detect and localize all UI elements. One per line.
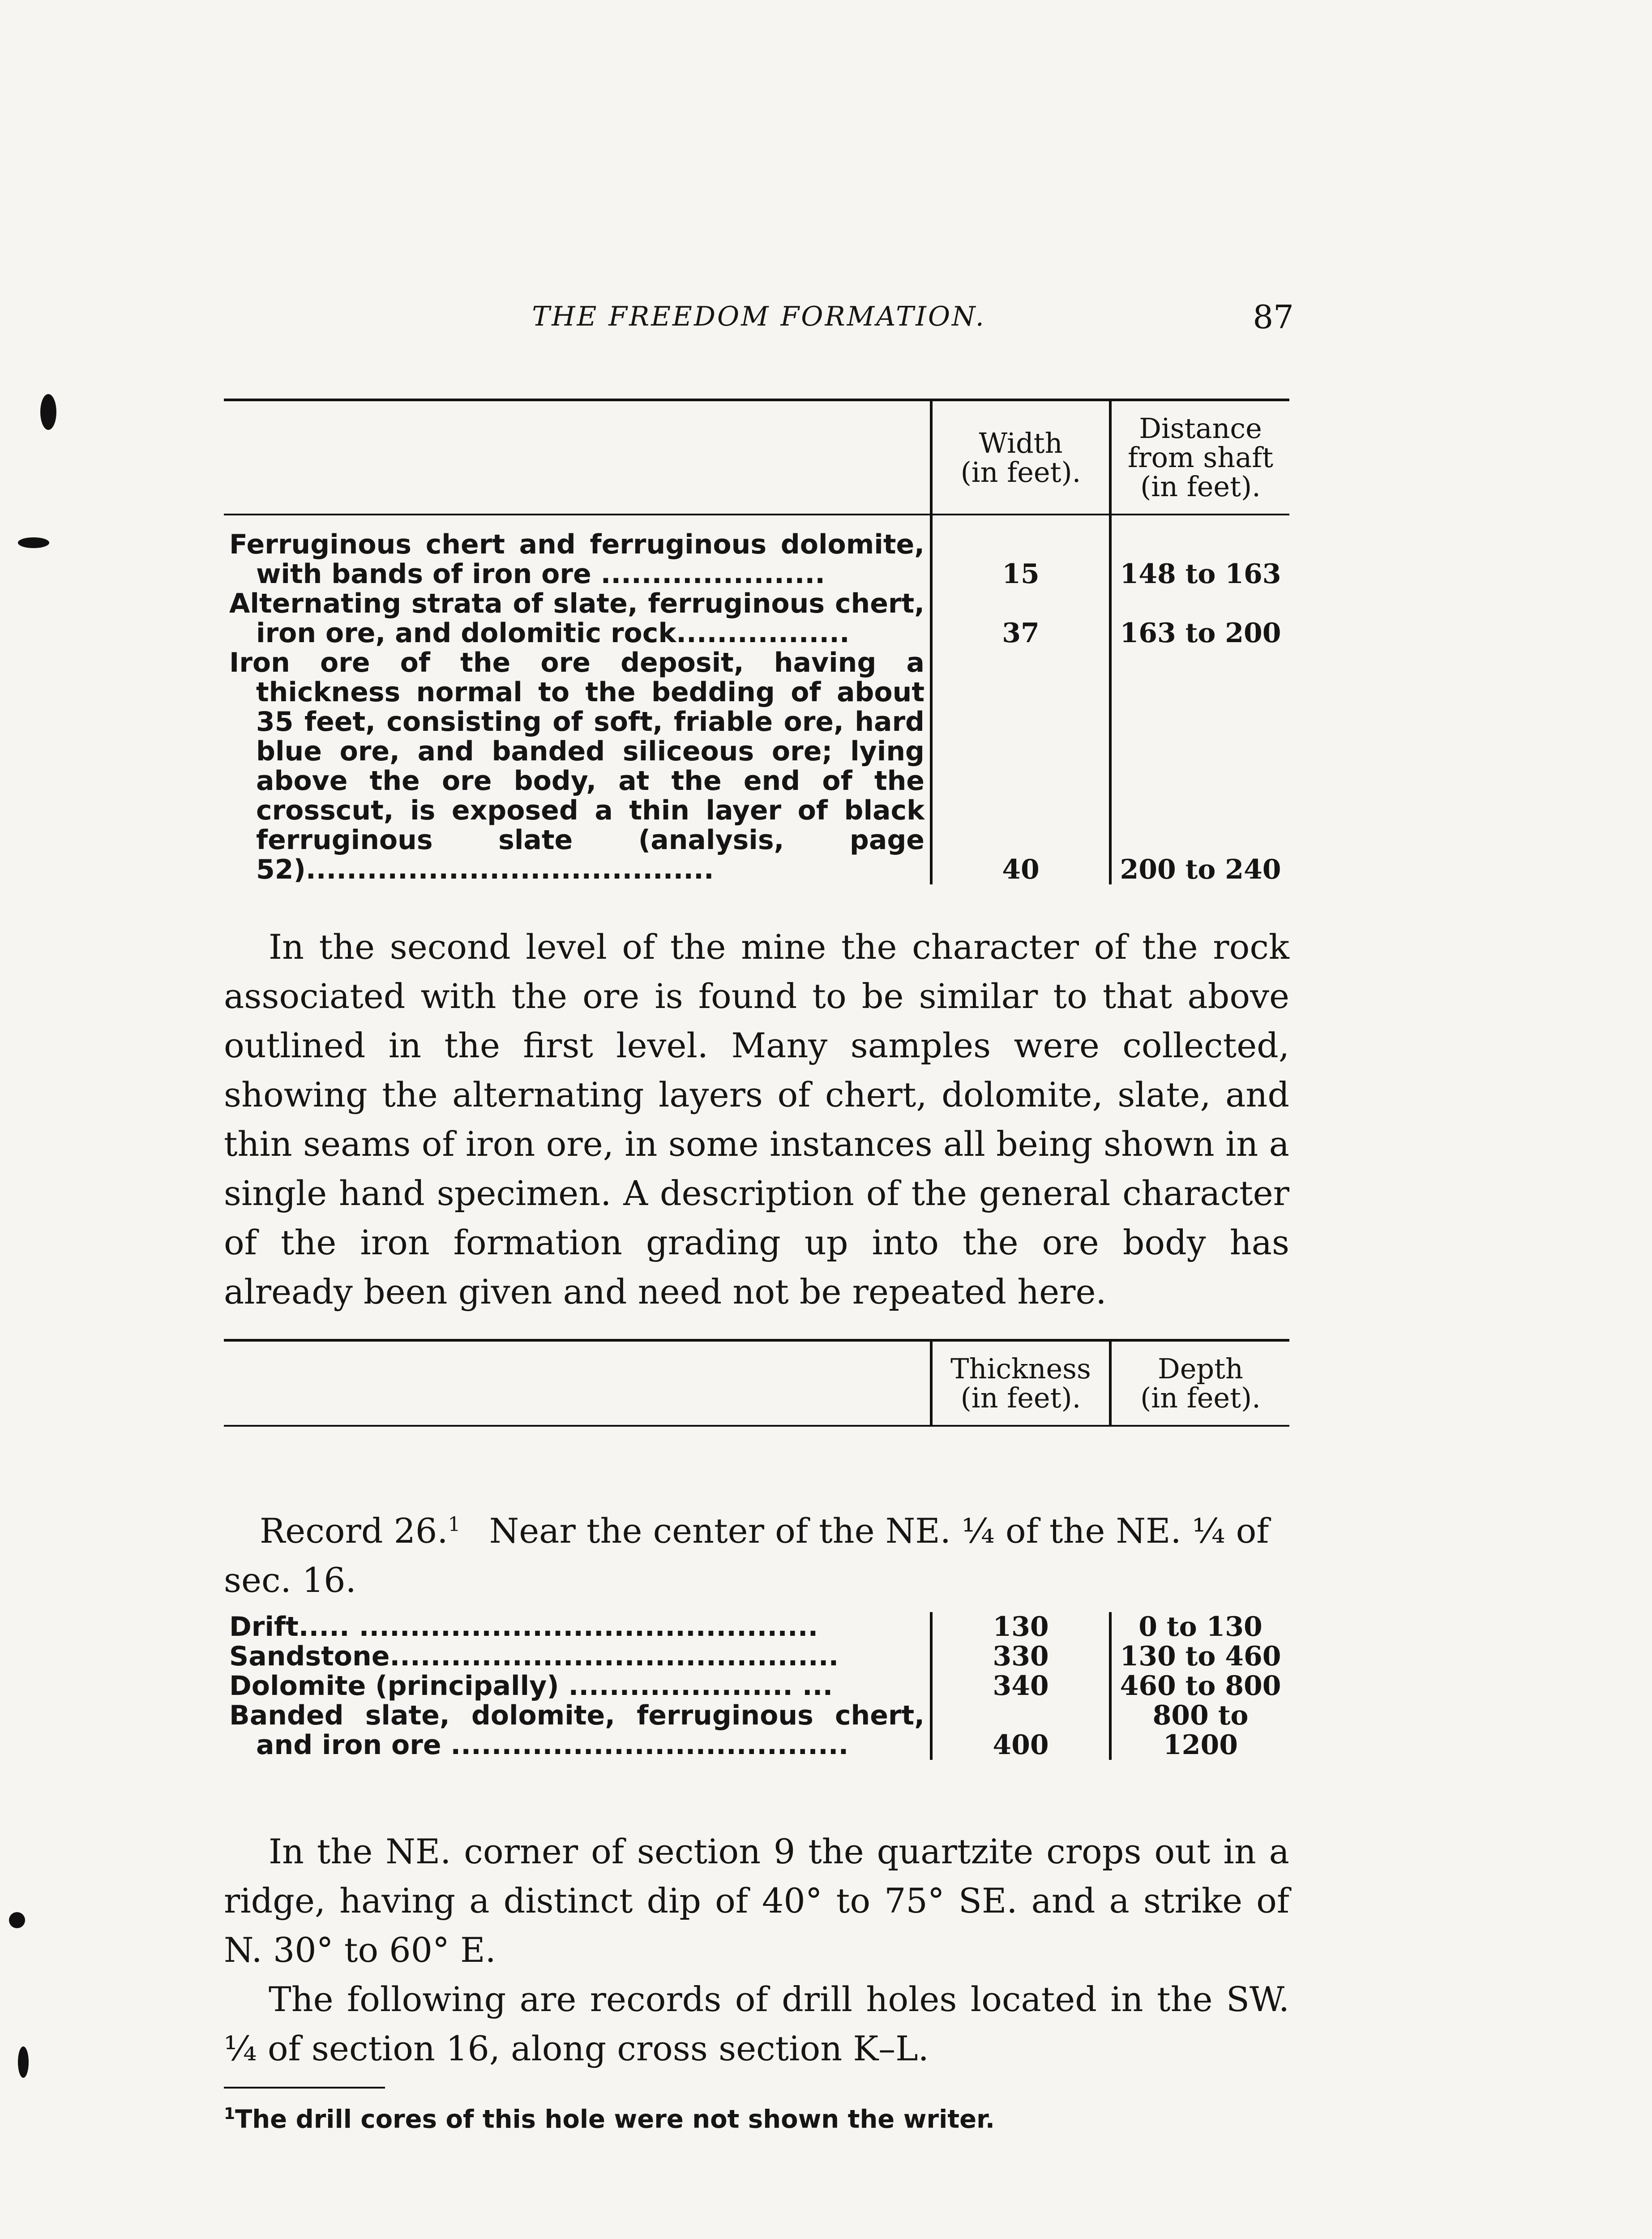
record-heading: Record 26.$^1$ Near the center of the NE. ¼ of the NE. ¼ of sec. 16. bbox=[224, 1511, 1269, 1600]
ore-table-header bbox=[224, 400, 1289, 515]
paragraph-drill-holes: The following are records of drill holes located in the SW. ¼ of section 16, along cross section K–L. bbox=[224, 1979, 1289, 2068]
row-material: Drift..... ............................................. bbox=[229, 1611, 818, 1643]
row-material: Banded slate, dolomite, ferruginous chert, and iron ore ....................................... bbox=[229, 1700, 924, 1761]
page-number: 87 bbox=[1253, 298, 1294, 336]
record-location: Near the center of the NE. ¼ of the NE. ¼ of sec. 16. bbox=[224, 1511, 1269, 1600]
table-row bbox=[224, 515, 1289, 589]
table-row bbox=[224, 648, 1289, 884]
record-header-depth: Depth (in feet). bbox=[1110, 1340, 1289, 1426]
row-depth: 0 to 130 bbox=[1110, 1612, 1289, 1642]
table-row bbox=[224, 1612, 1289, 1642]
row-width: 15 bbox=[931, 515, 1110, 589]
row-thickness: 400 bbox=[931, 1701, 1110, 1760]
table-row bbox=[224, 1642, 1289, 1671]
row-thickness: 130 bbox=[931, 1612, 1110, 1642]
ore-table-header-description bbox=[224, 400, 931, 515]
table-row bbox=[224, 589, 1289, 648]
scan-spot bbox=[18, 2046, 29, 2078]
record-header-thickness: Thickness (in feet). bbox=[931, 1340, 1110, 1426]
row-width: 37 bbox=[931, 589, 1110, 648]
running-title: THE FREEDOM FORMATION. bbox=[532, 301, 986, 332]
table-row bbox=[224, 1671, 1289, 1701]
row-description: Alternating strata of slate, ferruginous chert, iron ore, and dolomitic rock................. bbox=[229, 588, 924, 649]
row-material: Dolomite (principally) ...................... ... bbox=[229, 1670, 833, 1702]
record-header-description bbox=[224, 1340, 931, 1426]
record-table-header bbox=[224, 1339, 1289, 1427]
row-description: Iron ore of the ore deposit, having a thickness normal to the bedding of about 35 feet, consisting of soft, friable ore, hard blue ore, and banded siliceous ore; lying above the ore body, at the end of the crosscut, is exposed a thin layer of black ferruginous slate (analysis, page 52)........................................ bbox=[229, 647, 924, 886]
row-depth: 800 to 1200 bbox=[1110, 1701, 1289, 1760]
row-thickness: 330 bbox=[931, 1642, 1110, 1671]
footnote-text: The drill cores of this hole were not shown the writer. bbox=[235, 2105, 995, 2134]
row-width: 40 bbox=[931, 648, 1110, 884]
footnote-rule bbox=[224, 2087, 385, 2089]
row-thickness: 340 bbox=[931, 1671, 1110, 1701]
page-header bbox=[224, 298, 1294, 337]
row-distance: 148 to 163 bbox=[1110, 515, 1289, 589]
footnote-marker: 1 bbox=[448, 1513, 461, 1536]
row-material: Sandstone............................................ bbox=[229, 1641, 839, 1672]
row-depth: 460 to 800 bbox=[1110, 1671, 1289, 1701]
scan-spot bbox=[9, 1912, 25, 1928]
paragraph-quartzite: In the NE. corner of section 9 the quartzite crops out in a ridge, having a distinct dip of 40° to 75° SE. and a strike of N. 30° to 60° E. The following are records of drill holes located in the SW. ¼ of section 16, along cross section K–L. bbox=[224, 1827, 1289, 2073]
scan-spot bbox=[18, 537, 49, 548]
ore-table-header-width: Width (in feet). bbox=[931, 400, 1110, 515]
ore-table-header-distance: Distance from shaft (in feet). bbox=[1110, 400, 1289, 515]
footnote-number: 1 bbox=[224, 2105, 235, 2123]
row-distance: 163 to 200 bbox=[1110, 589, 1289, 648]
row-description: Ferruginous chert and ferruginous dolomite, with bands of iron ore ...................... bbox=[229, 529, 924, 590]
ore-table bbox=[224, 399, 1289, 884]
paragraph-second-level: In the second level of the mine the character of the rock associated with the ore is found to be similar to that above outlined in the first level. Many samples were collected, showing the alternating layers of chert, dolomite, slate, and thin seams of iron ore, in some instances all being shown in a single hand specimen. A description of the general character of the iron formation grading up into the ore body has already been given and need not be repeated here. bbox=[224, 927, 1289, 1312]
row-distance: 200 to 240 bbox=[1110, 648, 1289, 884]
row-depth: 130 to 460 bbox=[1110, 1642, 1289, 1671]
table-row bbox=[224, 1701, 1289, 1760]
record-table bbox=[224, 1612, 1289, 1760]
scan-spot bbox=[40, 394, 56, 430]
footnote bbox=[224, 2105, 1289, 2134]
